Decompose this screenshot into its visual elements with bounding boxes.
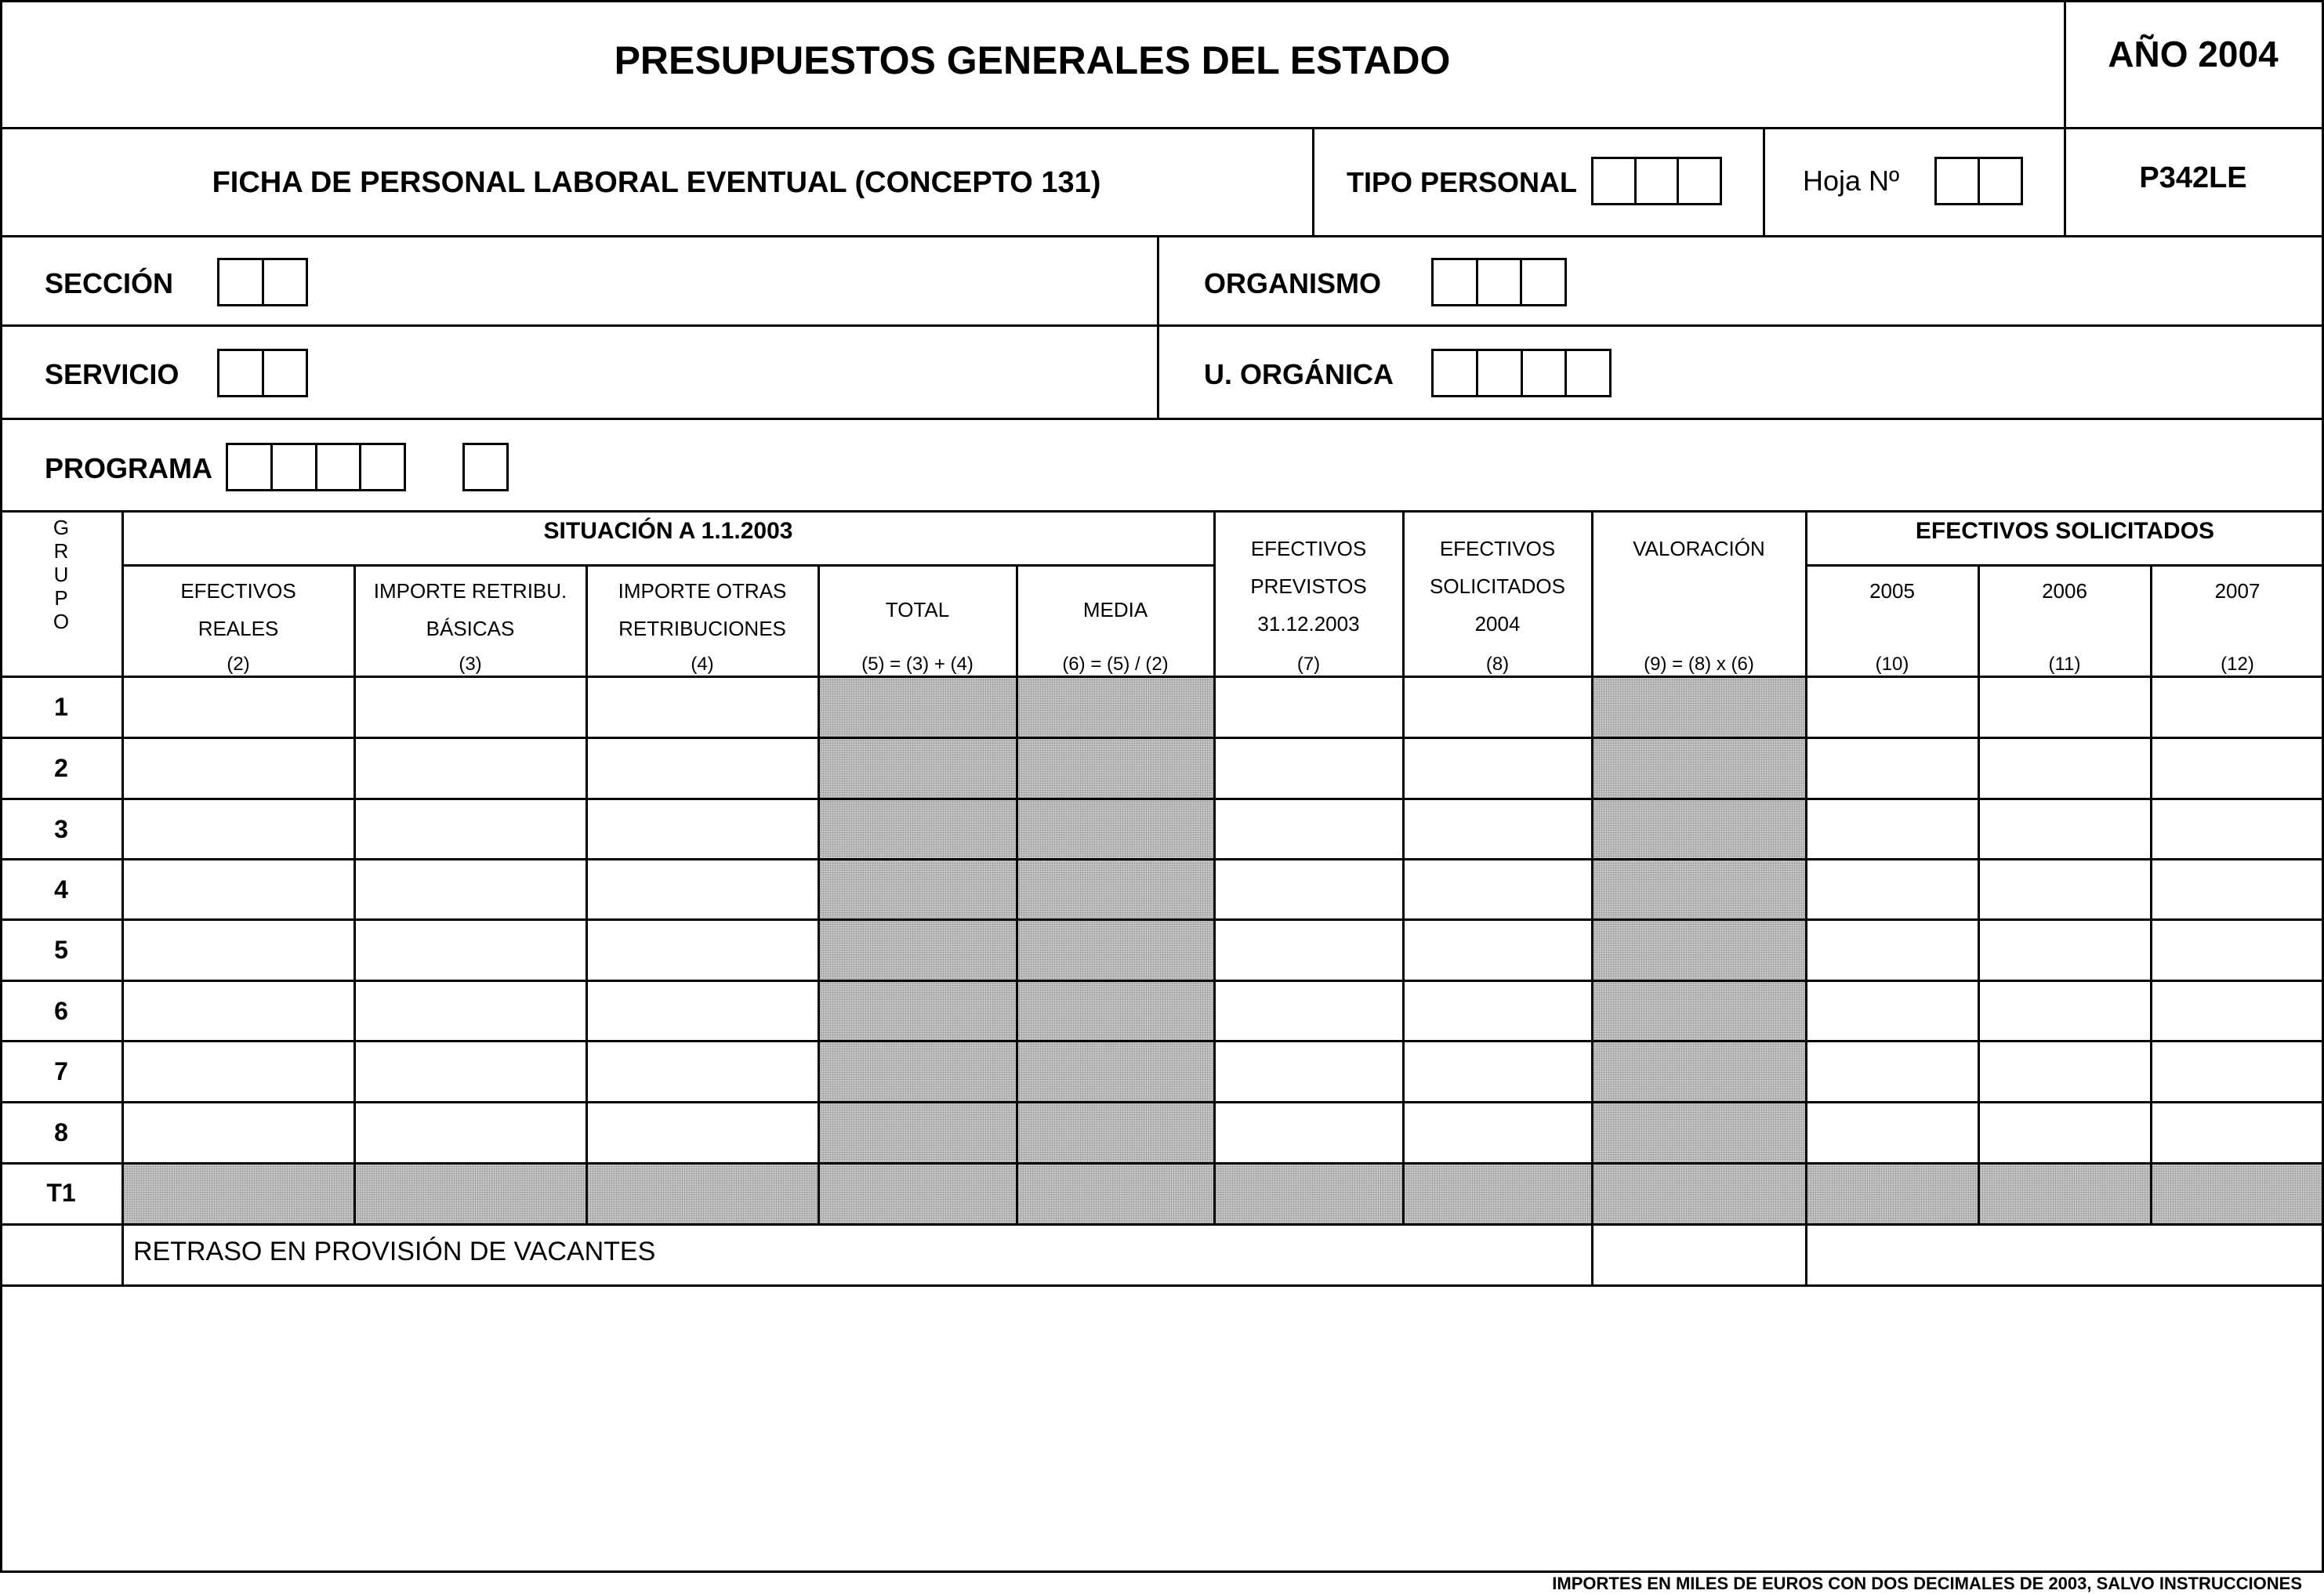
situacion-header: SITUACIÓN A 1.1.2003 <box>543 518 793 544</box>
hoja-number-input[interactable] <box>1934 157 2023 205</box>
t1-row-shaded <box>122 1165 2324 1226</box>
table-cell-input[interactable] <box>2153 738 2322 796</box>
table-cell-input[interactable] <box>2153 1103 2322 1161</box>
table-cell-input[interactable] <box>357 1042 584 1099</box>
table-cell-input[interactable] <box>589 860 816 917</box>
table-cell-input[interactable] <box>1216 920 1401 978</box>
tipo-personal-label: TIPO PERSONAL <box>1347 166 1578 198</box>
seccion-input[interactable] <box>217 258 308 306</box>
divider <box>1312 127 1314 237</box>
divider <box>0 980 2324 982</box>
table-cell-input[interactable] <box>125 799 352 857</box>
table-cell-input[interactable] <box>1808 981 1976 1038</box>
table-cell-input[interactable] <box>125 1042 352 1099</box>
media-column-shaded <box>1017 677 1214 1165</box>
col-num-4: (4) <box>691 654 714 675</box>
col-num-10: (10) <box>1875 654 1909 675</box>
table-cell-input[interactable] <box>1981 738 2148 796</box>
divider <box>0 918 2324 921</box>
col-2006-header: 2006 <box>2042 579 2087 603</box>
row-label-3: 3 <box>54 815 68 843</box>
table-cell-input[interactable] <box>2153 677 2322 735</box>
divider <box>0 1223 2324 1226</box>
col-2005-header: 2005 <box>1869 579 1915 603</box>
col-num-2: (2) <box>227 654 250 675</box>
col-efectivos-solicitados-2004-header: EFECTIVOS SOLICITADOS 2004 <box>1430 537 1565 636</box>
col-num-8: (8) <box>1485 654 1510 675</box>
divider <box>2150 564 2152 1226</box>
divider <box>0 798 2324 800</box>
divider <box>0 127 2324 129</box>
table-cell-input[interactable] <box>1808 799 1976 857</box>
col-num-12: (12) <box>2221 654 2254 675</box>
table-cell-input[interactable] <box>1216 1042 1401 1099</box>
retraso-label: RETRASO EN PROVISIÓN DE VACANTES <box>133 1237 656 1266</box>
table-cell-input[interactable] <box>125 738 352 796</box>
table-cell-input[interactable] <box>589 677 816 735</box>
observations-area[interactable] <box>2 1289 2322 1568</box>
divider <box>0 324 2324 327</box>
table-cell-input[interactable] <box>1405 981 1590 1038</box>
divider <box>1591 510 1593 1287</box>
table-cell-input[interactable] <box>1981 860 2148 917</box>
programa-extra-input[interactable] <box>462 443 509 491</box>
divider <box>0 1284 2324 1287</box>
col-num-5: (5) = (3) + (4) <box>861 654 973 675</box>
table-cell-input[interactable] <box>589 1042 816 1099</box>
table-cell-input[interactable] <box>1405 677 1590 735</box>
col-importe-otras-header: IMPORTE OTRAS RETRIBUCIONES <box>618 579 787 640</box>
divider <box>818 564 820 1226</box>
grupo-vertical-label: G R U P O <box>53 516 70 633</box>
row-label-7: 7 <box>54 1057 68 1085</box>
divider <box>2064 0 2066 237</box>
table-cell-input[interactable] <box>1405 1103 1590 1161</box>
table-cell-input[interactable] <box>1808 1103 1976 1161</box>
valoracion-column-shaded <box>1592 677 1806 1165</box>
table-cell-input[interactable] <box>125 981 352 1038</box>
hoja-label: Hoja Nº <box>1803 165 1900 197</box>
table-cell-input[interactable] <box>1808 677 1976 735</box>
table-cell-input[interactable] <box>589 920 816 978</box>
divider <box>122 564 1214 567</box>
table-cell-input[interactable] <box>1808 738 1976 796</box>
total-column-shaded <box>818 677 1017 1165</box>
organismo-label: ORGANISMO <box>1204 267 1382 299</box>
divider <box>0 1040 2324 1042</box>
border-top <box>0 0 2324 2</box>
divider <box>1016 564 1018 1226</box>
table-cell-input[interactable] <box>1405 1042 1590 1099</box>
table-cell-input[interactable] <box>357 920 584 978</box>
table-cell-input[interactable] <box>1405 799 1590 857</box>
table-cell-input[interactable] <box>1216 677 1401 735</box>
row-label-5: 5 <box>54 936 68 964</box>
divider <box>1763 127 1765 237</box>
table-cell-input[interactable] <box>2153 981 2322 1038</box>
table-cell-input[interactable] <box>589 981 816 1038</box>
year-label: AÑO 2004 <box>2108 34 2279 74</box>
table-cell-input[interactable] <box>1981 920 2148 978</box>
seccion-label: SECCIÓN <box>45 267 174 299</box>
table-cell-input[interactable] <box>1216 981 1401 1038</box>
row-label-1: 1 <box>54 693 68 721</box>
divider <box>1213 510 1216 1226</box>
divider <box>1402 510 1405 1226</box>
table-cell-input[interactable] <box>1808 920 1976 978</box>
retraso-valoracion-input[interactable] <box>1594 1228 1804 1284</box>
col-importe-basicas-header: IMPORTE RETRIBU. BÁSICAS <box>373 579 567 640</box>
table-cell-input[interactable] <box>125 860 352 917</box>
programa-label: PROGRAMA <box>45 452 212 484</box>
col-efectivos-previstos-header: EFECTIVOS PREVISTOS 31.12.2003 <box>1250 537 1367 636</box>
table-cell-input[interactable] <box>2153 799 2322 857</box>
table-cell-input[interactable] <box>1216 860 1401 917</box>
row-label-4: 4 <box>54 875 68 904</box>
divider <box>0 510 2324 513</box>
u-organica-label: U. ORGÁNICA <box>1204 358 1394 390</box>
footer-note: IMPORTES EN MILES DE EUROS CON DOS DECIMALES DE 2003, SALVO INSTRUCCIONES <box>1552 1574 2302 1593</box>
page-title: PRESUPUESTOS GENERALES DEL ESTADO <box>614 38 1451 82</box>
table-cell-input[interactable] <box>357 677 584 735</box>
table-cell-input[interactable] <box>1216 738 1401 796</box>
col-num-11: (11) <box>2048 654 2081 675</box>
table-cell-input[interactable] <box>357 860 584 917</box>
table-cell-input[interactable] <box>2153 1042 2322 1099</box>
form-code: P342LE <box>2139 161 2247 194</box>
table-cell-input[interactable] <box>1405 738 1590 796</box>
divider <box>0 1101 2324 1103</box>
col-num-3: (3) <box>459 654 482 675</box>
table-cell-input[interactable] <box>1808 1042 1976 1099</box>
divider <box>121 510 124 1287</box>
programa-input[interactable] <box>226 443 406 491</box>
retraso-solicitados-input[interactable] <box>1808 1228 2322 1284</box>
divider <box>0 676 2324 678</box>
divider <box>1806 564 2324 567</box>
col-efectivos-reales-header: EFECTIVOS REALES <box>180 579 296 640</box>
col-num-7: (7) <box>1296 654 1321 675</box>
table-cell-input[interactable] <box>357 1103 584 1161</box>
u-organica-input[interactable] <box>1431 349 1612 397</box>
border-bottom <box>0 1570 2324 1573</box>
divider <box>1805 510 1807 1287</box>
divider <box>1978 564 1980 1226</box>
table-cell-input[interactable] <box>1981 981 2148 1038</box>
table-cell-input[interactable] <box>125 677 352 735</box>
table-cell-input[interactable] <box>589 1103 816 1161</box>
divider <box>0 737 2324 739</box>
table-cell-input[interactable] <box>1981 1042 2148 1099</box>
tipo-personal-input[interactable] <box>1591 157 1722 205</box>
table-cell-input[interactable] <box>589 738 816 796</box>
table-cell-input[interactable] <box>1216 799 1401 857</box>
organismo-input[interactable] <box>1431 258 1567 306</box>
col-num-6: (6) = (5) / (2) <box>1062 654 1169 675</box>
table-cell-input[interactable] <box>125 920 352 978</box>
servicio-input[interactable] <box>217 349 308 397</box>
divider <box>353 564 356 1226</box>
divider <box>586 564 588 1226</box>
row-label-2: 2 <box>54 754 68 782</box>
row-label-6: 6 <box>54 997 68 1025</box>
efectivos-solicitados-header: EFECTIVOS SOLICITADOS <box>1915 518 2215 544</box>
table-cell-input[interactable] <box>1981 1103 2148 1161</box>
table-cell-input[interactable] <box>357 981 584 1038</box>
table-cell-input[interactable] <box>1981 799 2148 857</box>
table-cell-input[interactable] <box>1216 1103 1401 1161</box>
table-cell-input[interactable] <box>1808 860 1976 917</box>
table-cell-input[interactable] <box>2153 920 2322 978</box>
divider <box>0 858 2324 860</box>
divider <box>1157 235 1159 420</box>
row-label-8: 8 <box>54 1118 68 1147</box>
table-cell-input[interactable] <box>589 799 816 857</box>
divider <box>0 235 2324 237</box>
col-total-header: TOTAL <box>885 598 950 621</box>
col-valoracion-header: VALORACIÓN <box>1633 537 1765 560</box>
servicio-label: SERVICIO <box>45 358 179 390</box>
table-cell-input[interactable] <box>1981 677 2148 735</box>
col-2007-header: 2007 <box>2214 579 2261 603</box>
table-cell-input[interactable] <box>1405 920 1590 978</box>
table-cell-input[interactable] <box>357 738 584 796</box>
table-cell-input[interactable] <box>2153 860 2322 917</box>
col-media-header: MEDIA <box>1082 598 1148 621</box>
form-subtitle: FICHA DE PERSONAL LABORAL EVENTUAL (CONCEPTO 131) <box>212 166 1101 199</box>
divider <box>0 418 2324 420</box>
table-cell-input[interactable] <box>125 1103 352 1161</box>
table-cell-input[interactable] <box>357 799 584 857</box>
divider <box>0 1162 2324 1165</box>
row-label-t1: T1 <box>46 1179 76 1207</box>
table-cell-input[interactable] <box>1405 860 1590 917</box>
col-num-9: (9) = (8) x (6) <box>1644 654 1754 675</box>
